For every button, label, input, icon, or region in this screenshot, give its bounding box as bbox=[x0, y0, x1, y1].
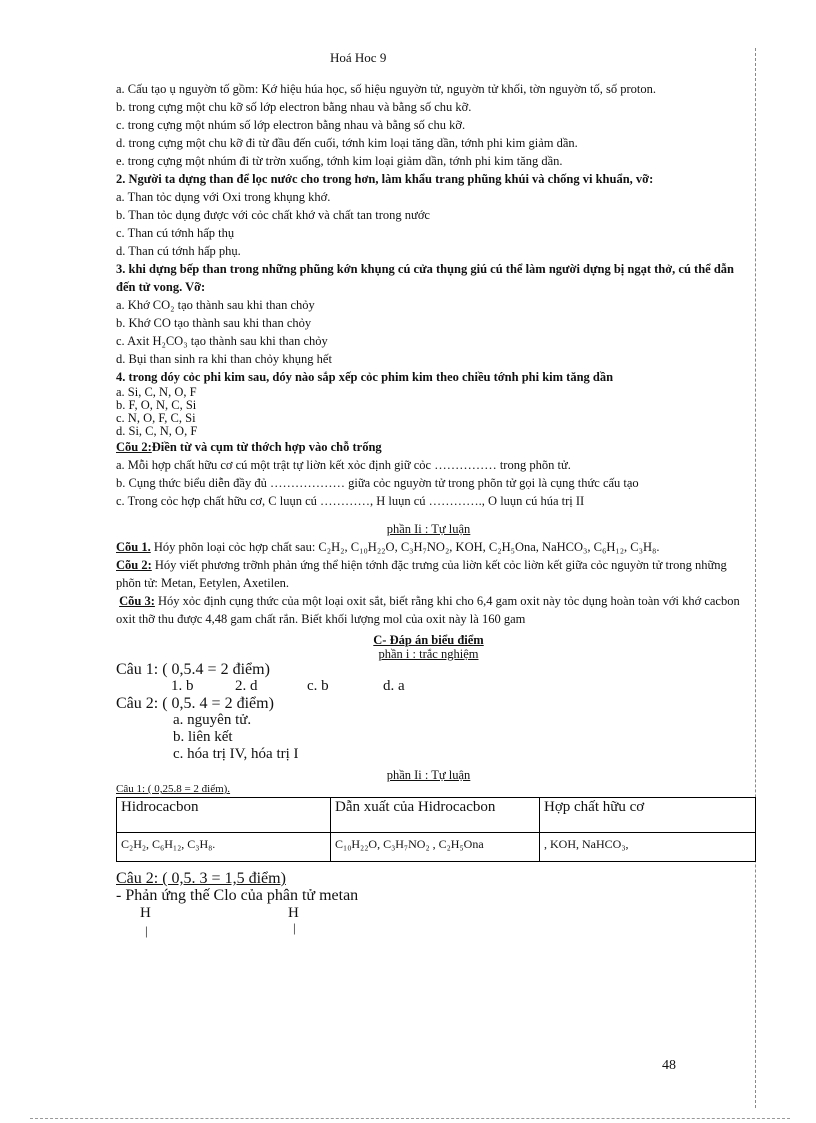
q3-option-a: a. Khớ CO₂ tạo thành sau khi than chỏy bbox=[116, 298, 315, 312]
answer-item: c. b bbox=[307, 678, 329, 694]
chem-bond-left: | bbox=[145, 923, 148, 938]
page-header: Hoá Hoc 9 bbox=[330, 50, 387, 65]
q2-option-b: b. Than tỏc dụng được với cỏc chất khớ và chất tan trong nước bbox=[116, 208, 430, 222]
chem-h-left: H bbox=[140, 905, 151, 921]
q4-option-b: b. F, O, N, C, Si bbox=[116, 398, 197, 412]
statement-e: e. trong cựng một nhúm đi từ trờn xuống, tớnh kim loại giảm dần, tớnh phi kim tăng dần. bbox=[116, 154, 563, 168]
part2-cau3 bbox=[116, 592, 741, 628]
part2-cau1-text: Hóy phõn loại cỏc hợp chất sau: C₂H₂, C₁₀H₂₂O, C₃H₇NO₂, KOH, C₂H₅Ona, NaHCO₃, C₆H₁₂, C₃H₈. bbox=[150, 540, 660, 554]
q2-option-c: c. Than cú tớnh hấp thụ bbox=[116, 226, 235, 240]
answer-item: 1. b bbox=[171, 678, 194, 694]
answers-heading: C- Đáp án biểu điểm bbox=[373, 633, 484, 647]
statement-a: a. Cấu tạo ụ nguyờn tố gồm: Kớ hiệu húa học, số hiệu nguyờn tử, nguyờn tử khối, tờn nguyờn tố, số proton. bbox=[116, 82, 656, 96]
page-right-border bbox=[755, 48, 756, 1108]
answer-cau2-b: b. liên kết bbox=[173, 729, 233, 745]
classification-table bbox=[116, 797, 756, 862]
answer-cau1-items bbox=[116, 678, 741, 695]
part2-cau1-label: Cõu 1. bbox=[116, 540, 151, 554]
part2-heading: phần Ii : Tự luận bbox=[386, 522, 471, 536]
answer-cau1-label: Câu 1: ( 0,5.4 = 2 điểm) bbox=[116, 661, 270, 678]
tl-cau2-line: - Phản ứng thế Clo của phân tử metan bbox=[116, 887, 359, 904]
table-row bbox=[117, 833, 756, 862]
statement-b: b. trong cựng một chu kỡ số lớp electron bằng nhau và bằng số chu kỡ. bbox=[116, 100, 472, 114]
answer-cau2-a: a. nguyên tử. bbox=[173, 712, 252, 728]
question-3: 3. khi dựng bếp than trong những phũng kớn khụng cú cửa thụng giú cú thể làm người dựng bị ngạt thở, cú thể dẫn đến tử vong. Vỡ: bbox=[116, 262, 734, 294]
table-cell: , KOH, NaHCO₃, bbox=[540, 833, 756, 862]
part2-cau3-label: Cõu 3: bbox=[119, 594, 155, 608]
q3-option-c: c. Axit H₂CO₃ tạo thành sau khi than chỏy bbox=[116, 334, 328, 348]
part2-cau2-text: Hóy viết phương trỡnh phản ứng thể hiện tớnh đặc trưng của liờn kết cỏc liờn kết giữa cỏc nguyờn tử trong những phõn tử: Metan, Eetylen, Axetilen. bbox=[116, 558, 727, 590]
statement-c: c. trong cựng một nhúm số lớp electron bằng nhau và bằng số chu kỡ. bbox=[116, 118, 466, 132]
answer-cau2-label: Câu 2: ( 0,5. 4 = 2 điểm) bbox=[116, 695, 274, 712]
document-body bbox=[116, 80, 741, 944]
cau2-heading bbox=[116, 438, 741, 456]
table-cell: C₂H₂, C₆H₁₂, C₃H₈. bbox=[117, 833, 331, 862]
methane-structure bbox=[116, 904, 741, 944]
part2-cau3-text: Hóy xỏc định cụng thức của một loại oxit sắt, biết rằng khi cho 6,4 gam oxit này tỏc dụng hoàn toàn với khớ cacbon oxit thỡ thu được 4,48 gam chất rắn. Biết khối lượng mol của oxit này là 160 gam bbox=[116, 594, 740, 626]
question-2: 2. Người ta dựng than để lọc nước cho trong hơn, làm khẩu trang phũng khúi và chống vi khuẩn, vỡ: bbox=[116, 172, 654, 186]
table-header-cell: Dẫn xuất của Hidrocacbon bbox=[331, 798, 540, 833]
page-number: 48 bbox=[662, 1058, 676, 1073]
q4-option-d: d. Si, C, N, O, F bbox=[116, 424, 198, 438]
table-header-row bbox=[117, 798, 756, 833]
q3-option-d: d. Bụi than sinh ra khi than chỏy khụng hết bbox=[116, 352, 332, 366]
q4-options bbox=[116, 386, 741, 438]
cau2-label: Cõu 2: bbox=[116, 440, 152, 454]
tl-cau1-label: Câu 1: ( 0,25.8 = 2 điểm). bbox=[116, 783, 231, 795]
chem-bond-right: | bbox=[293, 920, 296, 935]
table-cell: C₁₀H₂₂O, C₃H₇NO₂ , C₂H₅Ona bbox=[331, 833, 540, 862]
cau2-line-c: c. Trong cỏc hợp chất hữu cơ, C luụn cú …………, H luụn cú …………., O luụn cú húa trị II bbox=[116, 494, 585, 508]
q2-option-d: d. Than cú tớnh hấp phụ. bbox=[116, 244, 241, 258]
page-bottom-border bbox=[30, 1118, 790, 1119]
cau2-title: Điền từ và cụm từ thớch hợp vào chỗ trống bbox=[151, 440, 382, 454]
cau2-line-b: b. Cụng thức biểu diễn đầy đủ ……………… giữa cỏc nguyờn tử trong phõn tử gọi là cụng thức cấu tạo bbox=[116, 476, 639, 490]
part2-cau2 bbox=[116, 556, 741, 592]
cau2-line-a: a. Mỗi hợp chất hữu cơ cú một trật tự liờn kết xỏc định giữ cỏc …………… trong phõn tử. bbox=[116, 458, 571, 472]
part2-cau1 bbox=[116, 538, 741, 556]
q4-option-a: a. Si, C, N, O, F bbox=[116, 385, 197, 399]
table-header-cell: Hợp chất hữu cơ bbox=[540, 798, 756, 833]
tl-cau2-label: Câu 2: ( 0,5. 3 = 1,5 điểm) bbox=[116, 870, 286, 887]
table-header-cell: Hidrocacbon bbox=[117, 798, 331, 833]
answers-sub1: phần i : trắc nghiệm bbox=[378, 647, 479, 661]
q2-option-a: a. Than tỏc dụng với Oxi trong khụng khớ. bbox=[116, 190, 331, 204]
answer-item: d. a bbox=[383, 678, 405, 694]
answer-cau2-c: c. hóa trị IV, hóa trị I bbox=[173, 746, 299, 762]
part2-cau2-label: Cõu 2: bbox=[116, 558, 152, 572]
q3-option-b: b. Khớ CO tạo thành sau khi than chỏy bbox=[116, 316, 312, 330]
q4-option-c: c. N, O, F, C, Si bbox=[116, 411, 196, 425]
answer-item: 2. d bbox=[235, 678, 258, 694]
chem-h-right: H bbox=[288, 905, 299, 921]
statement-d: d. trong cựng một chu kỡ đi từ đầu đến cuối, tớnh kim loại tăng dần, tớnh phi kim giảm dần. bbox=[116, 136, 578, 150]
answers-sub2: phần Ii : Tự luận bbox=[386, 768, 471, 782]
question-4: 4. trong dóy cỏc phi kim sau, dóy nào sắp xếp cỏc phim kim theo chiều tớnh phi kim tăng dần bbox=[116, 370, 614, 384]
